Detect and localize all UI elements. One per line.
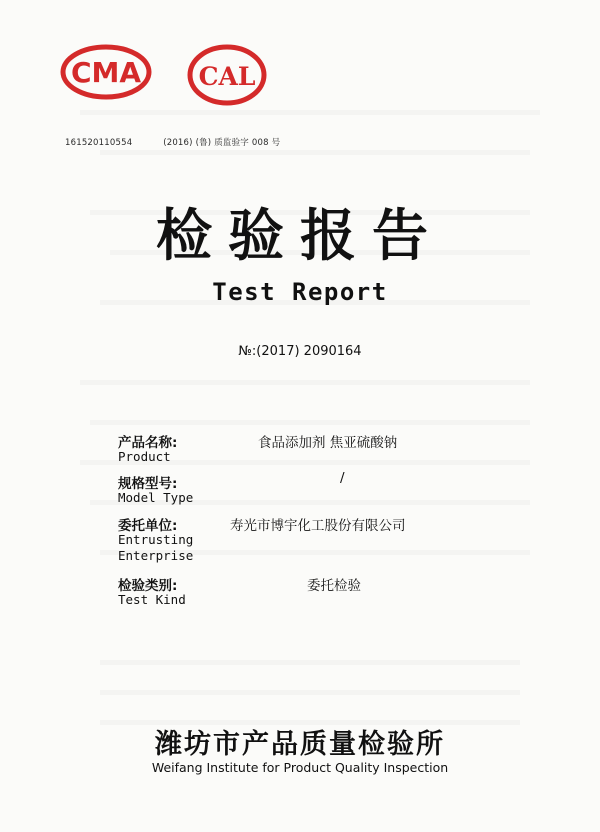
product-label-cn: 产品名称: [118,435,178,451]
model-label-cn: 规格型号: [118,476,178,492]
client-label-en-1: Entrusting [118,532,194,547]
kind-value: 委托检验 [307,578,361,594]
certificate-text: (2016) (鲁) 质监验字 008 号 [163,138,281,148]
certificate-line [65,136,280,148]
model-value: / [340,470,345,486]
organization-name-cn: 潍坊市产品质量检验所 [155,729,445,760]
kind-label-cn: 检验类别: [118,578,178,594]
report-title-en: Test Report [212,278,388,306]
model-label-en: Model Type [118,490,194,505]
client-value: 寿光市博宇化工股份有限公司 [230,518,406,534]
report-number: №:(2017) 2090164 [238,344,362,359]
report-title-cn: 检验报告 [156,203,444,269]
certificate-number: 161520110554 [65,138,133,148]
client-label-en-2: Enterprise [118,548,194,563]
cal-logo [186,44,268,106]
cal-logo-text: CAL [198,62,256,91]
product-label-en: Product [118,449,171,464]
product-value: 食品添加剂 焦亚硫酸钠 [258,435,398,451]
cma-logo-text: CMA [70,56,142,89]
cma-logo [60,44,152,100]
client-label-cn: 委托单位: [118,518,178,534]
kind-label-en: Test Kind [118,592,186,607]
organization-name-en: Weifang Institute for Product Quality Inspection [151,760,449,775]
